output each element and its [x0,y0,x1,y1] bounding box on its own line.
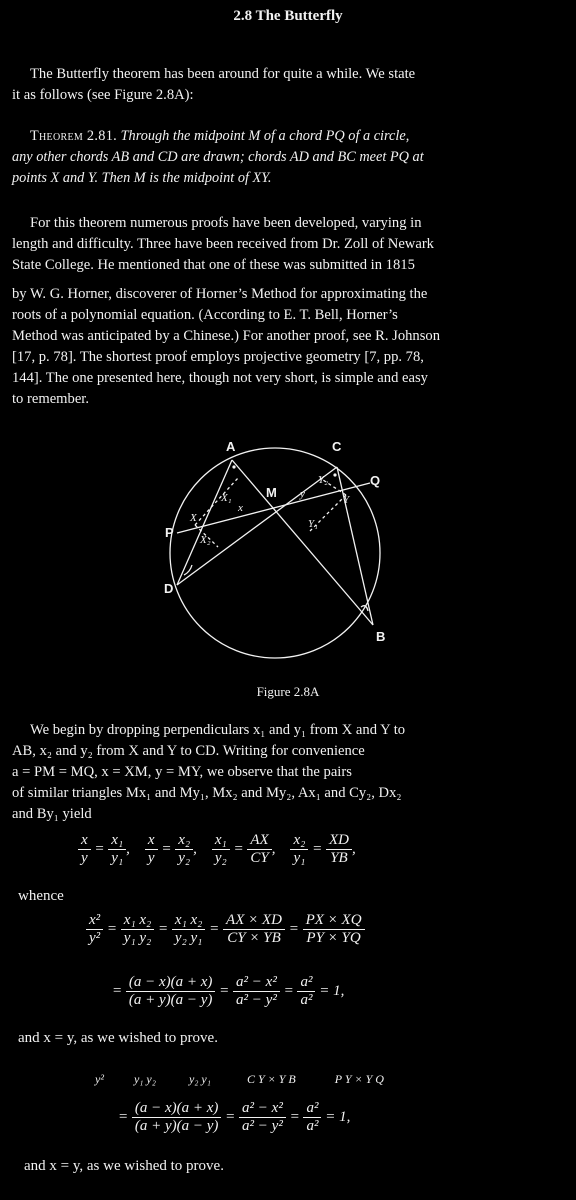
intro-paragraph [12,64,564,106]
chord-bc [337,467,373,625]
proof-line: We begin by dropping perpendiculars x₁ and y₁ from X and Y to [30,722,406,738]
frac: $\frac{\text{a²}}{\text{a²}}$ [297,974,315,1009]
theorem-label: Theorem 2.81. [30,128,118,144]
whence-text: whence [18,888,64,904]
label-m: M [266,485,277,500]
theorem-line-1 [12,126,564,147]
label-q: Q [370,473,381,488]
section-title: 2.8 The Butterfly [233,8,343,24]
frac: $\frac{x}{y}$ [145,832,158,867]
frac: $\frac{\text{x₁}}{\text{y₂}}$ [212,832,230,867]
conclusion-text: and x = y, as we wished to prove. [18,1030,218,1046]
intro-line: The Butterfly theorem has been around for quite a while. We state [30,66,416,82]
intro-line: it as follows (see Figure 2.8A): [12,87,194,103]
fragment-line: y² y₁ y₂ y₂ y₁ C Y × Y B P Y × Y Q [95,1072,384,1086]
proof-line: a = PM = MQ, x = XM, y = MY, we observe that the pairs [12,764,352,780]
frac: $\frac{\text{x₂}}{\text{y₂}}$ [175,832,193,867]
label-x-segment: x [238,502,243,514]
frac: $\frac{\text{x₁}}{\text{y₁}}$ [108,832,126,867]
proof-line: of similar triangles Mx₁ and My₁, Mx₂ and My₂, Ax₁ and Cy₂, Dx₂ [12,785,402,801]
theorem-text: Through the midpoint M of a chord PQ of a circle, [120,128,410,144]
frac: $\frac{AX}{CY}$ [247,832,271,867]
label-c: C [332,439,342,454]
figure-caption: Figure 2.8A [256,684,320,699]
label-x2: X₂ [200,534,211,546]
frac: $\frac{\text{x²}}{\text{y²}}$ [86,912,103,947]
theorem-text: any other chords AB and CD are drawn; chords AD and BC meet PQ at [12,149,424,165]
label-y2: Y₂ [318,474,328,486]
history-line: State College. He mentioned that one of these was submitted in 1815 [12,257,415,273]
label-x1: X₁ [221,492,232,504]
frac: $\frac{AX \times XD}{CY \times YB}$ [223,912,285,947]
frac: $\frac{PX \times XQ}{PY \times YQ}$ [303,912,365,947]
butterfly-figure [160,435,400,685]
history-line: roots of a polynomial equation. (According to E. T. Bell, Horner’s [12,307,398,323]
history-line: length and difficulty. Three have been received from Dr. Zoll of Newark [12,236,434,252]
chord-ab [232,460,373,625]
frac: $\frac{\text{x₁ x₂}}{\text{y₁ y₂}}$ [121,912,155,947]
frac: $\frac{\text{a² − x²}}{\text{a² − y²}}$ [239,1100,286,1135]
label-y-point: Y [343,494,350,506]
label-b: B [376,629,386,644]
frac: $\frac{\text{a²}}{\text{a²}}$ [303,1100,321,1135]
label-y-segment: y [300,488,305,500]
frac: $\frac{x}{y}$ [78,832,91,867]
result-one: 1, [339,1108,351,1125]
frac: $\frac{XD}{YB}$ [326,832,352,867]
chord-ad [177,460,232,585]
frac: $\frac{(a - x)(a + x)}{(a + y)(a - y)}$ [126,974,216,1009]
history-line: to remember. [12,391,89,407]
conclusion-text-duplicate: and x = y, as we wished to prove. [24,1158,224,1174]
label-x-point: X [190,512,197,524]
frac: $\frac{(a - x)(a + x)}{(a + y)(a - y)}$ [132,1100,222,1135]
label-p: P [165,525,174,540]
history-line: [17, p. 78]. The shortest proof employs projective geometry [7, pp. 78, [12,349,424,365]
history-line: Method was anticipated by a Chinese.) For another proof, see R. Johnson [12,328,440,344]
theorem-text: points X and Y. Then M is the midpoint of XY. [12,170,272,186]
proof-line: AB, x₂ and y₂ from X and Y to CD. Writing for convenience [12,743,365,759]
equation-final-duplicate: = $\frac{(a - x)(a + x)}{(a + y)(a - y)}$ = $\frac{\text{a² − x²}}{\text{a² − y²}}$ = $\frac{\text{a²}}{\text{a²}}$ = 1, [118,1100,351,1134]
label-d: D [164,581,174,596]
frac: $\frac{\text{a² − x²}}{\text{a² − y²}}$ [233,974,280,1009]
equation-final: = $\frac{(a - x)(a + x)}{(a + y)(a - y)}$ = $\frac{\text{a² − x²}}{\text{a² − y²}}$ = $\frac{\text{a²}}{\text{a²}}$ = 1, [112,974,345,1008]
dot-c [333,473,336,476]
history-line: by W. G. Horner, discoverer of Horner’s Method for approximating the [12,286,428,302]
theorem-block [12,126,564,189]
proof-paragraph [12,720,564,825]
history-paragraph [12,213,564,410]
perp-x1 [195,478,238,525]
frac: $\frac{\text{x₂}}{\text{y₁}}$ [290,832,308,867]
dot-a [232,465,235,468]
result-one: 1, [333,982,345,999]
equation-products: $\frac{\text{x²}}{\text{y²}}$ = $\frac{\text{x₁ x₂}}{\text{y₁ y₂}}$ = $\frac{\text{x₁ x₂}}{\text{y₂ y₁}}$ = $\frac{AX \times XD}{CY \times YB}$ = $\frac{PX \times XQ}{PY \times YQ}$ [86,912,556,947]
circle [170,448,380,658]
equation-ratios: $\frac{x}{y}$ = $\frac{\text{x₁}}{\text{y₁}}$ , $\frac{x}{y}$ = $\frac{\text{x₂}}{\text{y₂}}$ , $\frac{\text{x₁}}{\text{y₂}}$ = $\frac{AX}{CY}$ , $\frac{\text{x₂}}{\text{y₁}}$ = $\frac{XD}{YB}$ , [78,832,548,867]
frac: $\frac{\text{x₁ x₂}}{\text{y₂ y₁}}$ [172,912,206,947]
label-a: A [226,439,236,454]
proof-line: and By₁ yield [12,806,92,822]
history-line: 144]. The one presented here, though not very short, is simple and easy [12,370,428,386]
history-line: For this theorem numerous proofs have been developed, varying in [30,215,422,231]
label-y1: Y₁ [308,518,318,530]
